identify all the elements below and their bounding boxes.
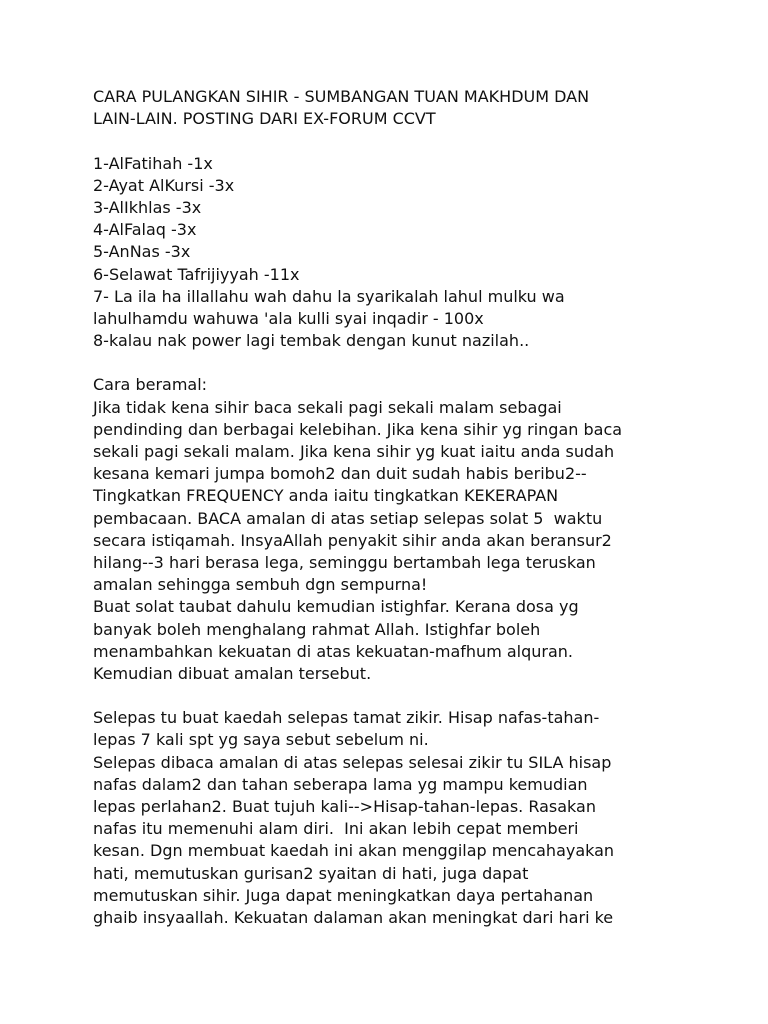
- text-line: Buat solat taubat dahulu kemudian istighfar. Kerana dosa yg: [93, 597, 579, 617]
- text-line: lepas 7 kali spt yg saya sebut sebelum ni.: [93, 730, 429, 750]
- title-line: LAIN-LAIN. POSTING DARI EX-FORUM CCVT: [93, 109, 436, 129]
- text-line: memutuskan sihir. Juga dapat meningkatkan daya pertahanan: [93, 885, 594, 905]
- list-item: 7- La ila ha illallahu wah dahu la syarikalah lahul mulku wa: [93, 286, 565, 306]
- text-line: lepas perlahan2. Buat tujuh kali-->Hisap-tahan-lepas. Rasakan: [93, 797, 596, 816]
- list-item: 2-Ayat AlKursi -3x: [93, 175, 235, 195]
- breathing-section: [93, 707, 733, 929]
- text-line: amalan sehingga sembuh dgn sempurna!: [93, 575, 428, 595]
- text-line: Kemudian dibuat amalan tersebut.: [93, 663, 372, 683]
- text-line: Tingkatkan FREQUENCY anda iaitu tingkatkan KEKERAPAN: [93, 486, 559, 506]
- list-item: 4-AlFalaq -3x: [93, 220, 197, 240]
- method-section: [93, 374, 733, 685]
- text-line: kesan. Dgn membuat kaedah ini akan menggilap mencahayakan: [93, 841, 615, 861]
- text-line: ghaib insyaallah. Kekuatan dalaman akan meningkat dari hari ke: [93, 907, 614, 927]
- text-line: banyak boleh menghalang rahmat Allah. Istighfar boleh: [93, 619, 541, 639]
- document-title: [93, 86, 733, 130]
- text-line: hati, memutuskan gurisan2 syaitan di hati, juga dapat: [93, 863, 529, 883]
- paragraph-spacer: [93, 130, 733, 152]
- text-line: nafas itu memenuhi alam diri. Ini akan lebih cepat memberi: [93, 819, 579, 839]
- practice-list: [93, 153, 733, 353]
- text-line: Selepas tu buat kaedah selepas tamat zikir. Hisap nafas-tahan-: [93, 708, 600, 728]
- list-item: 3-AlIkhlas -3x: [93, 197, 202, 217]
- method-heading: Cara beramal:: [93, 375, 208, 395]
- list-item: 5-AnNas -3x: [93, 242, 191, 262]
- text-line: secara istiqamah. InsyaAllah penyakit sihir anda akan beransur2: [93, 530, 612, 550]
- text-line: Jika tidak kena sihir baca sekali pagi sekali malam sebagai: [93, 397, 562, 417]
- text-line: pendinding dan berbagai kelebihan. Jika kena sihir yg ringan baca: [93, 419, 623, 439]
- document-page: [93, 86, 733, 929]
- list-item: 6-Selawat Tafrijiyyah -11x: [93, 264, 300, 284]
- paragraph-spacer: [93, 685, 733, 707]
- text-line: Selepas dibaca amalan di atas selepas selesai zikir tu SILA hisap: [93, 752, 612, 772]
- paragraph-spacer: [93, 352, 733, 374]
- text-line: pembacaan. BACA amalan di atas setiap selepas solat 5 waktu: [93, 508, 603, 528]
- list-item: lahulhamdu wahuwa 'ala kulli syai inqadir - 100x: [93, 308, 484, 328]
- text-line: nafas dalam2 dan tahan seberapa lama yg mampu kemudian: [93, 774, 588, 794]
- text-line: sekali pagi sekali malam. Jika kena sihir yg kuat iaitu anda sudah: [93, 442, 615, 461]
- text-line: hilang--3 hari berasa lega, seminggu bertambah lega teruskan: [93, 552, 596, 572]
- list-item: 1-AlFatihah -1x: [93, 153, 213, 173]
- title-line: CARA PULANGKAN SIHIR - SUMBANGAN TUAN MAKHDUM DAN: [93, 87, 590, 106]
- text-line: menambahkan kekuatan di atas kekuatan-mafhum alquran.: [93, 641, 574, 661]
- text-line: kesana kemari jumpa bomoh2 dan duit sudah habis beribu2--: [93, 464, 587, 484]
- list-item: 8-kalau nak power lagi tembak dengan kunut nazilah..: [93, 331, 530, 351]
